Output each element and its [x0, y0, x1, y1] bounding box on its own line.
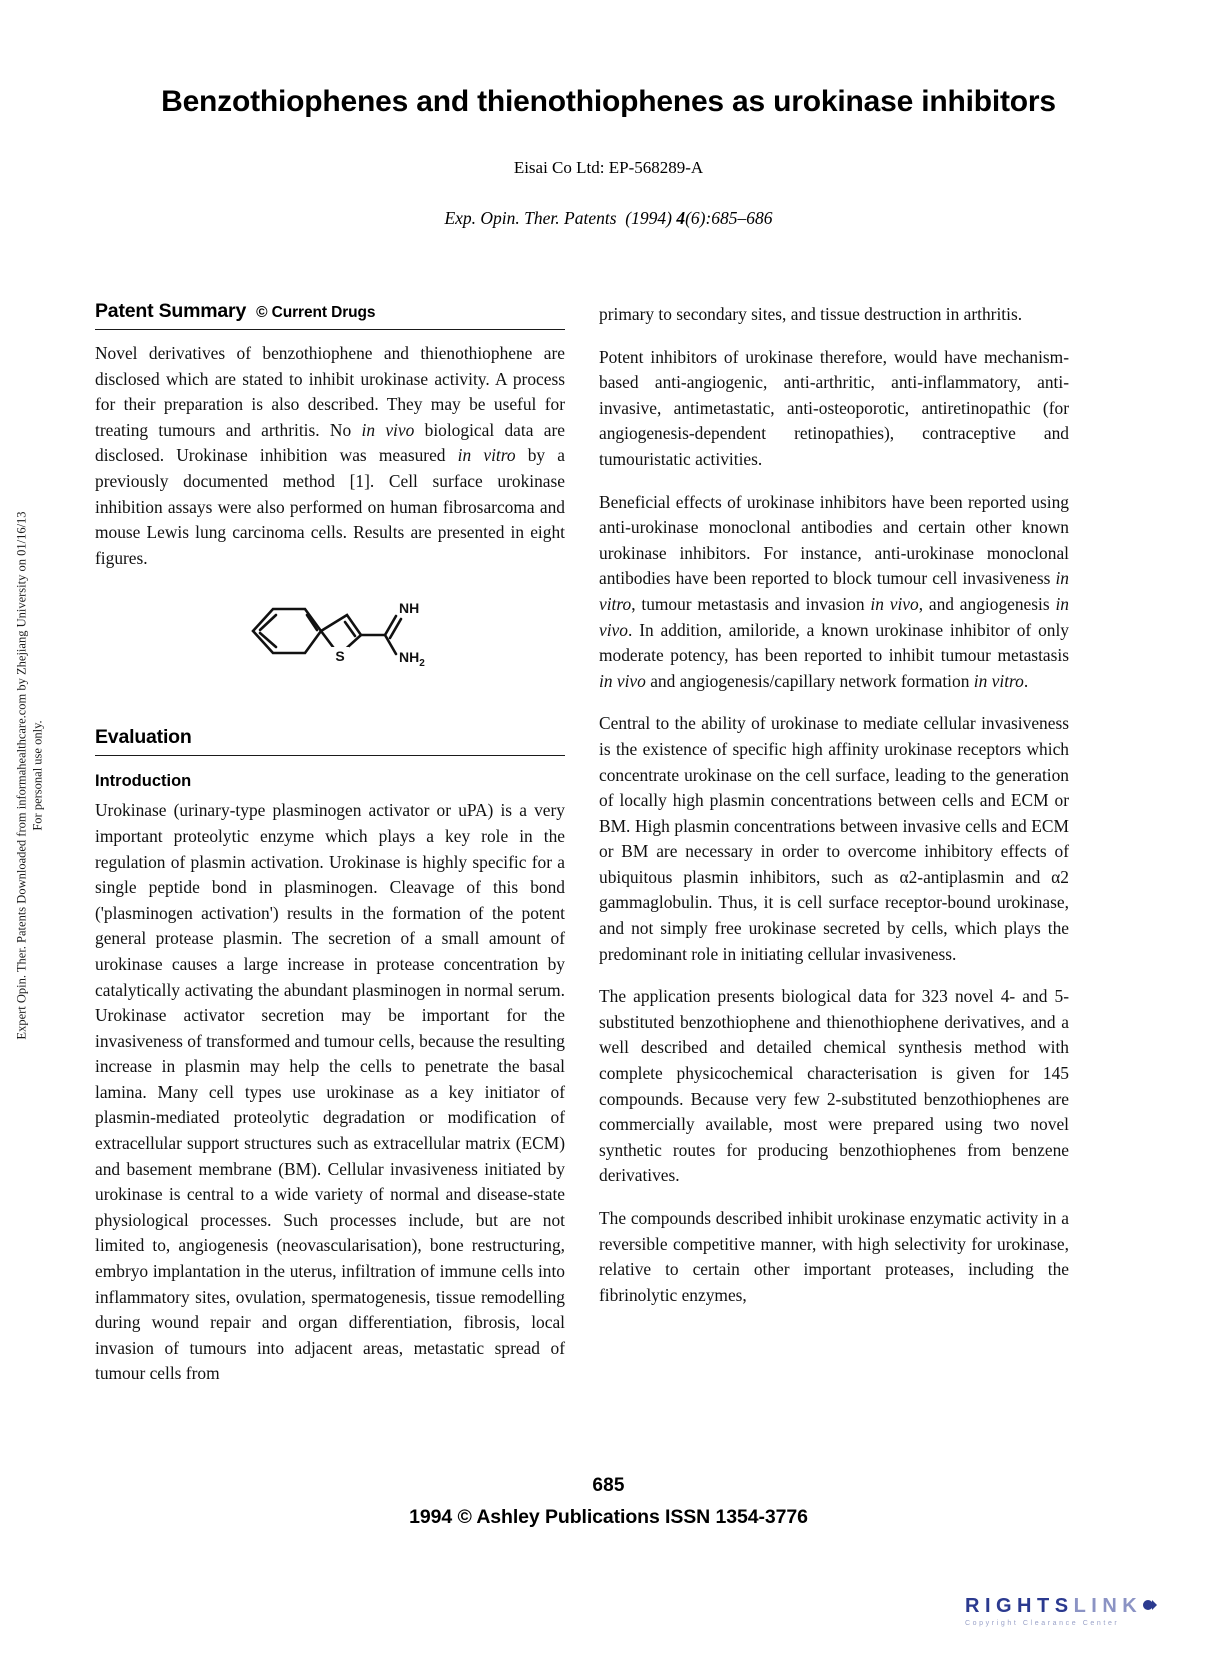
right-p3-part-c: , and angiogenesis	[918, 593, 1056, 614]
patent-summary-part-1: Novel derivatives of benzothiophene and thienothiophene are disclosed which are stated to inhibit urokinase activity. A process for their preparation is also described. They may be useful for treating tumours and arthritis. No	[95, 343, 565, 440]
current-drugs-credit: © Current Drugs	[256, 304, 376, 321]
journal-issue-pages: (6):685–686	[685, 208, 773, 228]
rightslink-word-bright: RIGHTS	[965, 1595, 1074, 1617]
column-left	[95, 300, 565, 1387]
evaluation-label: Evaluation	[95, 726, 192, 749]
journal-reference	[90, 208, 1127, 229]
patent-summary-italic-2: in vitro	[457, 445, 516, 466]
right-paragraph-6: The compounds described inhibit urokinase enzymatic activity in a reversible competitive manner, with high selectivity for urokinase, relative to certain other important proteases, including the fibrinolytic enzymes,	[599, 1208, 1069, 1305]
rightslink-arrow-icon	[1143, 1597, 1157, 1617]
journal-year: (1994)	[625, 208, 672, 228]
patent-summary-italic-1: in vivo	[361, 419, 415, 440]
rightslink-wordmark	[965, 1596, 1180, 1617]
right-p3-italic-3: in vivo	[599, 593, 1069, 640]
patent-summary-paragraph	[95, 341, 565, 571]
patent-summary-label: Patent Summary	[95, 300, 247, 322]
structure-label-imine-nh: NH	[399, 600, 420, 617]
right-p3-part-f: .	[1023, 670, 1029, 691]
download-stamp-line1: Expert Opin. Ther. Patents Downloaded from informahealthcare.com by Zhejiang University on 01/16/13	[14, 511, 29, 1040]
right-paragraph-2: Potent inhibitors of urokinase therefore, would have mechanism-based anti-angiogenic, anti-arthritic, anti-inflammatory, anti-invasive, antimetastatic, anti-osteoporotic, antiretinopathic (for angiogenesis-dependent retinopathies), contraceptive and tumouristatic activities.	[599, 346, 1069, 469]
section-heading-evaluation	[95, 726, 565, 756]
page-content	[90, 0, 1127, 1665]
right-paragraph-4: Central to the ability of urokinase to mediate cellular invasiveness is the existence of specific high affinity urokinase receptors which concentrate urokinase on the cell surface, leading to the generation of locally high plasmin concentrations between cells and ECM or BM. High plasmin concentrations between invasive cells and ECM or BM are necessary in order to overcome inhibitory effects of ubiquitous plasmin inhibitors, such as α2-antiplasmin and α2 gammaglobulin. Thus, it is cell surface receptor-bound urokinase, and not simply free urokinase secreted by cells, which plays the predominant role in initiating cellular invasiveness.	[599, 713, 1069, 964]
page-title: Benzothiophenes and thienothiophenes as urokinase inhibitors	[161, 85, 1056, 118]
right-p3-italic-4: in vivo	[599, 670, 646, 691]
right-p3-part-b: , tumour metastasis and invasion	[631, 593, 871, 614]
benzothiophene-carboxamidine-structure-icon	[235, 589, 425, 675]
page-number: 685	[592, 1475, 625, 1496]
rightslink-subtitle: Copyright Clearance Center	[965, 1619, 1120, 1627]
chemical-structure-figure	[95, 589, 565, 680]
right-paragraph-1: primary to secondary sites, and tissue destruction in arthritis.	[599, 304, 1023, 324]
journal-volume: 4	[676, 208, 686, 228]
patent-summary-part-2: biological data are disclosed. Urokinase inhibition was measured	[95, 419, 565, 466]
rightslink-logo[interactable]	[965, 1596, 1180, 1636]
introduction-paragraph: Urokinase (urinary-type plasminogen activator or uPA) is a very important proteolytic enzyme which plays a key role in the regulation of plasmin activation. Urokinase is highly specific for a single peptide bond in plasminogen. Cleavage of this bond ('plasminogen activation') results in the formation of the potent general protease plasmin. The secretion of a small amount of urokinase causes a large increase in protease concentration by catalytically activating the abundant plasminogen in normal serum. Urokinase activator secretion may be important for the invasiveness of transformed and tumour cells, because the resulting increase in plasmin may help the cells to penetrate the basal lamina. Many cell types use urokinase as a key initiator of plasmin-mediated proteolytic degradation or modification of extracellular support structures such as extracellular matrix (ECM) and basement membrane (BM). Cellular invasiveness initiated by urokinase is central to a wide variety of normal and disease-state physiological processes. Such processes include, but are not limited to, angiogenesis (neovascularisation), bone restructuring, embryo implantation in the uterus, infiltration of immune cells into inflammatory sites, ovulation, spermatogenesis, tissue remodelling during wound repair and organ differentiation, fibrosis, local invasion of tumours into adjacent areas, metastatic spread of tumour cells from	[95, 800, 565, 1384]
right-paragraph-3	[599, 490, 1069, 695]
page-footer	[90, 1475, 1127, 1529]
rightslink-word-dim: LINK	[1073, 1595, 1143, 1617]
structure-label-amine-nh2: $NH_2$	[399, 649, 425, 670]
patent-summary-part-3: by a previously documented method [1]. Cell surface urokinase inhibition assays were also performed on human fibrosarcoma and mouse Lewis lung carcinoma cells. Results are presented in eight figures.	[95, 445, 565, 568]
download-stamp-text	[15, 306, 46, 1246]
publisher-imprint: 1994 © Ashley Publications ISSN 1354-3776	[409, 1506, 808, 1528]
download-stamp-line2: For personal use only.	[30, 720, 44, 831]
right-p3-part-e: and angiogenesis/capillary network formation	[645, 670, 974, 691]
column-right	[599, 300, 1069, 1387]
section-heading-patent-summary	[95, 300, 565, 330]
structure-label-sulfur: S	[335, 648, 345, 665]
download-stamp	[0, 0, 60, 1665]
subsection-heading-introduction: Introduction	[95, 772, 192, 791]
article-columns	[95, 300, 1125, 1387]
right-p3-italic-2: in vivo	[870, 593, 919, 614]
right-p3-italic-5: in vitro	[973, 670, 1024, 691]
right-p3-italic-1: in vitro	[599, 568, 1069, 614]
right-p3-part-a: Beneficial effects of urokinase inhibitors have been reported using anti-urokinase monoclonal antibodies and certain other known urokinase inhibitors. For instance, anti-urokinase monoclonal antibodies have been reported to block tumour cell invasiveness	[599, 491, 1069, 589]
assignee-byline: Eisai Co Ltd: EP-568289-A	[513, 158, 704, 177]
right-p3-part-d: . In addition, amiloride, a known urokinase inhibitor of only moderate potency, has been reported to inhibit tumour metastasis	[599, 619, 1069, 666]
journal-name: Exp. Opin. Ther. Patents	[444, 208, 617, 228]
right-paragraph-5: The application presents biological data for 323 novel 4- and 5-substituted benzothiophene and thienothiophene derivatives, and a well described and detailed chemical synthesis method with complete physicochemical characterisation is given for 145 compounds. Because very few 2-substituted benzothiophenes are commercially available, most were prepared using two novel synthetic routes for producing benzothiophenes from benzene derivatives.	[599, 986, 1069, 1186]
